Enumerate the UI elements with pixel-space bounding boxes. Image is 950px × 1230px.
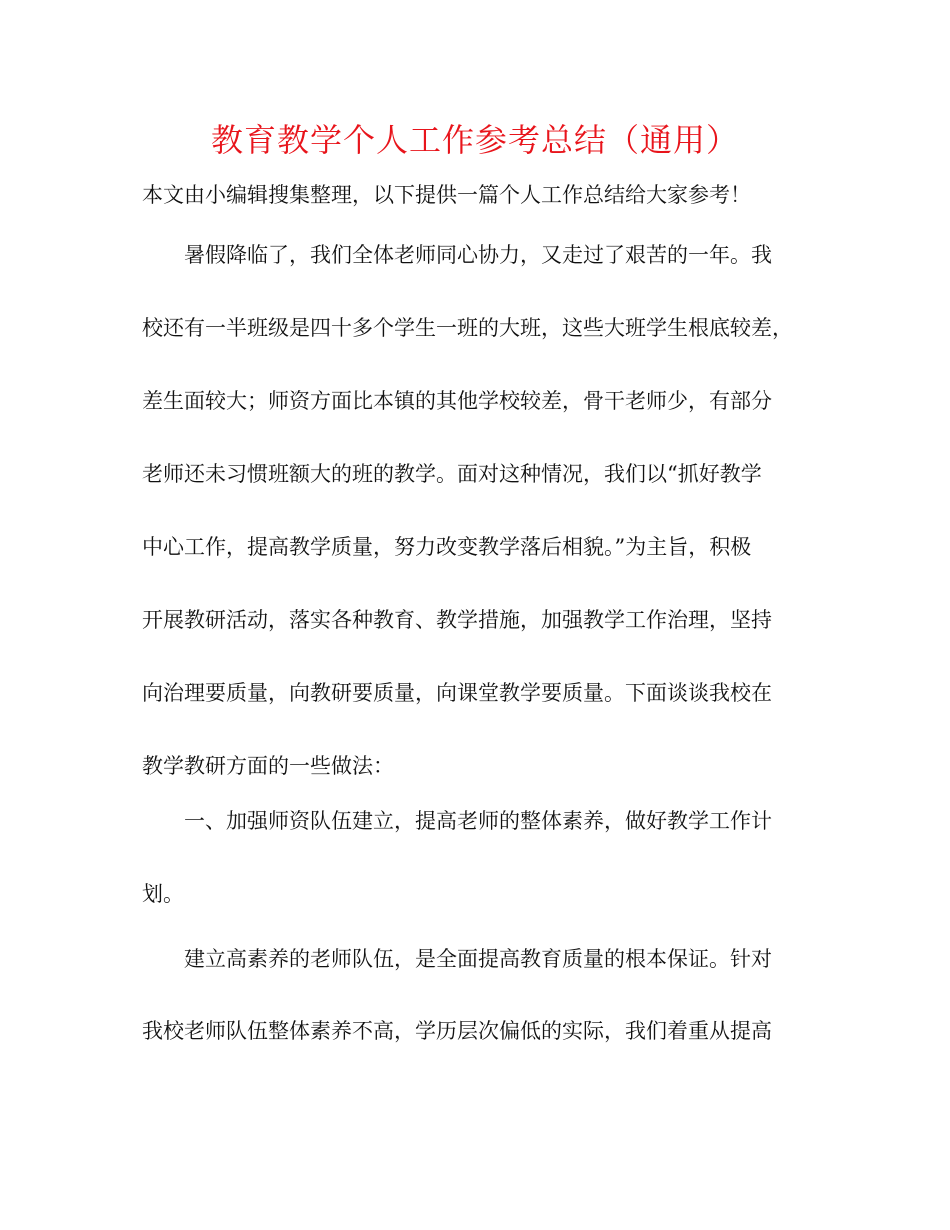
body-line: 向治理要质量，向教研要质量，向课堂教学要质量。下面谈谈我校在 — [142, 681, 772, 705]
body-line: 差生面较大；师资方面比本镇的其他学校较差，骨干老师少，有部分 — [142, 389, 772, 413]
body-line: 校还有一半班级是四十多个学生一班的大班，这些大班学生根底较差， — [142, 316, 793, 340]
body-line: 暑假降临了，我们全体老师同心协力，又走过了艰苦的一年。我 — [184, 243, 772, 267]
body-line: 老师还未习惯班额大的班的教学。面对这种情况，我们以“抓好教学 — [142, 462, 762, 486]
body-line: 教学教研方面的一些做法： — [142, 754, 394, 778]
intro-paragraph: 本文由小编辑搜集整理，以下提供一篇个人工作总结给大家参考！ — [142, 183, 751, 207]
body-line: 开展教研活动，落实各种教育、教学措施，加强教学工作治理，坚持 — [142, 608, 772, 632]
section-heading-line: 一、加强师资队伍建立，提高老师的整体素养，做好教学工作计 — [184, 809, 772, 833]
body-line: 建立高素养的老师队伍，是全面提高教育质量的根本保证。针对 — [184, 947, 772, 971]
body-line: 我校老师队伍整体素养不高，学历层次偏低的实际，我们着重从提高 — [142, 1019, 772, 1043]
section-heading-line: 划。 — [142, 882, 184, 906]
document-title: 教育教学个人工作参考总结（通用） — [210, 121, 739, 159]
body-line: 中心工作，提高教学质量，努力改变教学落后相貌。”为主旨，积极 — [142, 535, 752, 559]
